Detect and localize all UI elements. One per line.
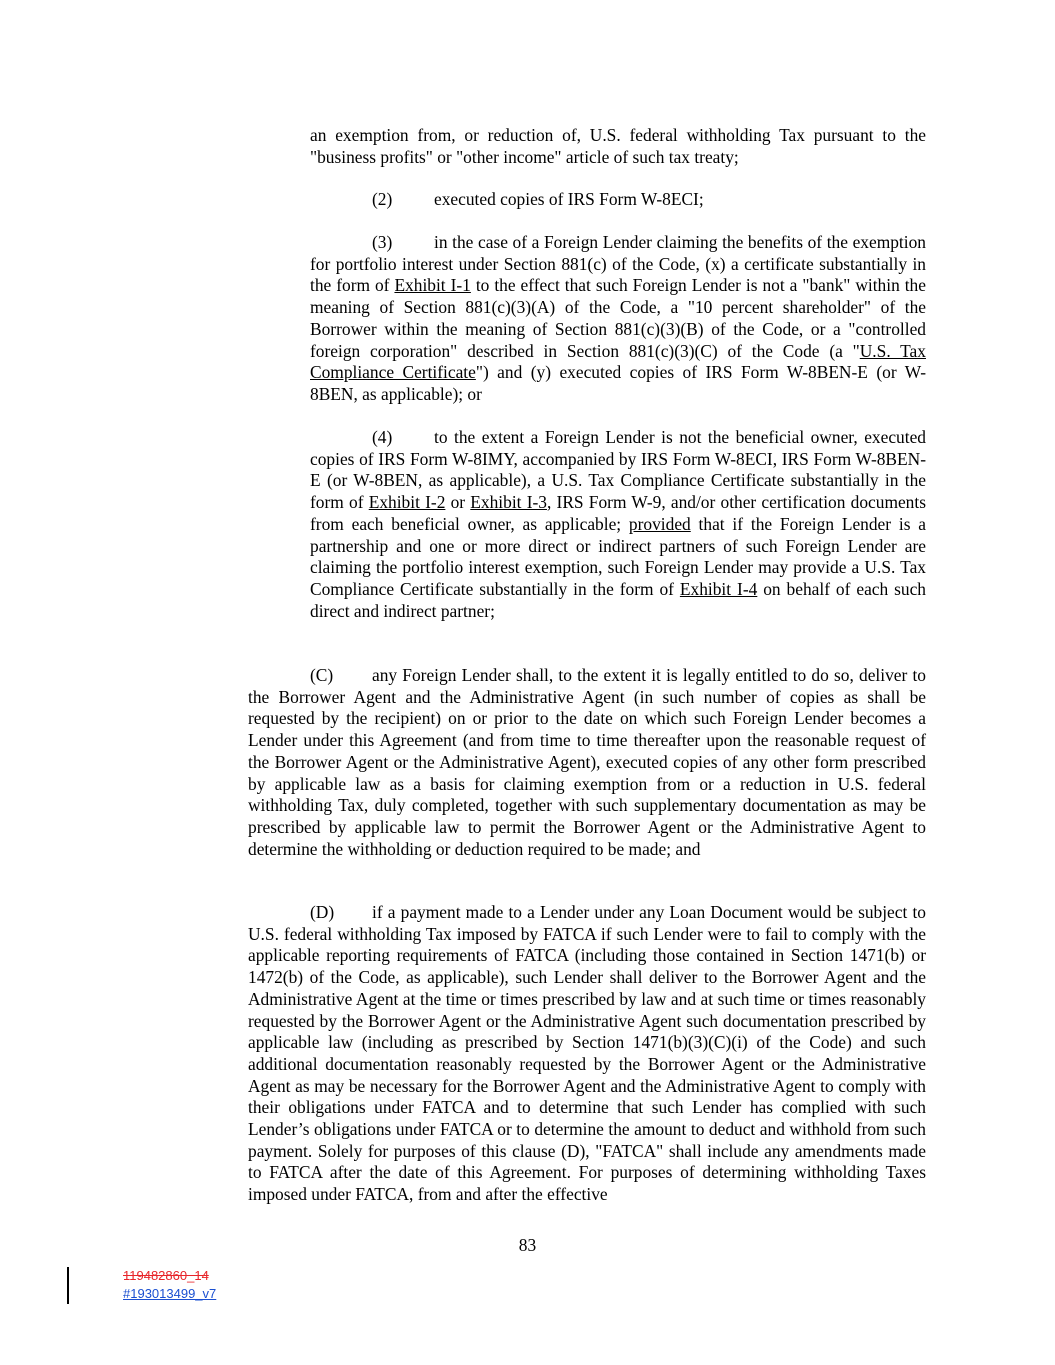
provided-term: provided — [628, 513, 691, 534]
paragraph-text: any Foreign Lender shall, to the extent it is legally entitled to do so, deliver to the Borrower Agent and the Administrative Agent (in such number of copies as shall be requested by the recipient) on or prior to the date on which such Foreign Lender becomes a Lender under this Agreement (and from time to time thereafter upon the reasonable request of the Borrower Agent or the Administrative Agent), executed copies of any other form prescribed by applicable law as a basis for claiming exemption from or a reduction in U.S. federal withholding Tax, duly completed, together with such supplementary documentation as may be prescribed by applicable law to permit the Borrower Agent or the Administrative Agent to determine the withholding or deduction required to be made; and — [248, 665, 926, 859]
clause-number: (C) — [310, 665, 334, 685]
paragraph-clause-c — [248, 665, 926, 860]
paragraph-text: ") and (y) executed copies of IRS Form W-8BEN-E (or W-8BEN, as applicable); or — [310, 362, 926, 404]
exhibit-i-1-reference: Exhibit I-1 — [394, 275, 471, 296]
paragraph-text: or — [445, 492, 471, 513]
paragraph-text: to the effect that such Foreign Lender is not a "bank" within the meaning of Section 881(c)(3)(A) of the Code, a "10 percent shareholder" of the Borrower within the meaning of Section 881(c)(3)(B) of the Code, or a "controlled foreign corporation" described in Section 881(c)(3)(C) of the Code (a " — [310, 275, 926, 361]
paragraph-text: , IRS Form W-9, and/or other certification documents from each beneficial owner, as applicable; — [310, 492, 926, 534]
item-number: (3) — [372, 232, 393, 252]
paragraph-text: an exemption from, or reduction of, U.S. federal withholding Tax pursuant to the "business profits" or "other income" article of such tax treaty; — [310, 125, 926, 167]
paragraph-text: executed copies of IRS Form W-8ECI; — [434, 189, 704, 209]
paragraph-item-4 — [310, 427, 926, 622]
exhibit-i-3-reference: Exhibit I-3 — [470, 492, 547, 513]
clause-number: (D) — [310, 902, 335, 922]
item-number: (2) — [372, 189, 393, 209]
paragraph-text: to the extent a Foreign Lender is not the beneficial owner, executed copies of IRS Form W-8IMY, accompanied by IRS Form W-8ECI, IRS Form W-8BEN-E (or W-8BEN, as applicable), a U.S. Tax Compliance Certificate substantially in the form of — [310, 427, 926, 513]
item-number: (4) — [372, 427, 393, 447]
paragraph-text: on behalf of each such direct and indirect partner; — [310, 578, 927, 621]
paragraph-text: in the case of a Foreign Lender claiming the benefits of the exemption for portfolio interest under Section 881(c) of the Code, (x) a certificate substantially in the form of — [310, 232, 926, 296]
paragraph-item-3 — [310, 232, 926, 406]
paragraph-text: if a payment made to a Lender under any Loan Document would be subject to U.S. federal withholding Tax imposed by FATCA if such Lender were to fail to comply with the applicable reporting requirements of FATCA (including those contained in Section 1471(b) or 1472(b) of the Code, as applicable), such Lender shall deliver to the Borrower Agent and the Administrative Agent at the time or times prescribed by law and at such time or times reasonably requested by the Borrower Agent or the Administrative Agent such documentation prescribed by applicable law (including as prescribed by Section 1471(b)(3)(C)(i) of the Code) and such additional documentation reasonably requested by the Borrower Agent or the Administrative Agent as may be necessary for the Borrower Agent and the Administrative Agent to comply with their obligations under FATCA and to determine that such Lender has complied with such Lender’s obligations under FATCA or to determine the amount to deduct and withhold from such payment. Solely for purposes of this clause (D), "FATCA" shall include any amendments made to FATCA after the date of this Agreement. For purposes of determining withholding Taxes imposed under FATCA, from and after the effective — [248, 902, 926, 1205]
exhibit-i-4-reference: Exhibit I-4 — [679, 578, 758, 599]
page-number: 83 — [518, 1235, 537, 1255]
paragraph-text: that if the Foreign Lender is a partnership and one or more direct or indirect partners of such Foreign Lender are claiming the portfolio interest exemption, such Foreign Lender may provide a U.S. Tax Compliance Certificate substantially in the form of — [310, 513, 926, 599]
paragraph-clause-d — [248, 902, 926, 1206]
tax-compliance-certificate-term: U.S. Tax Compliance Certificate — [310, 340, 926, 383]
change-bar — [67, 1267, 69, 1304]
paragraph-tax-treaty-continuation — [310, 125, 926, 168]
exhibit-i-2-reference: Exhibit I-2 — [368, 492, 446, 513]
paragraph-item-2 — [310, 189, 926, 211]
doc-id-deleted: 119482860_14 — [123, 1268, 209, 1283]
doc-id-inserted: #193013499_v7 — [123, 1286, 217, 1301]
